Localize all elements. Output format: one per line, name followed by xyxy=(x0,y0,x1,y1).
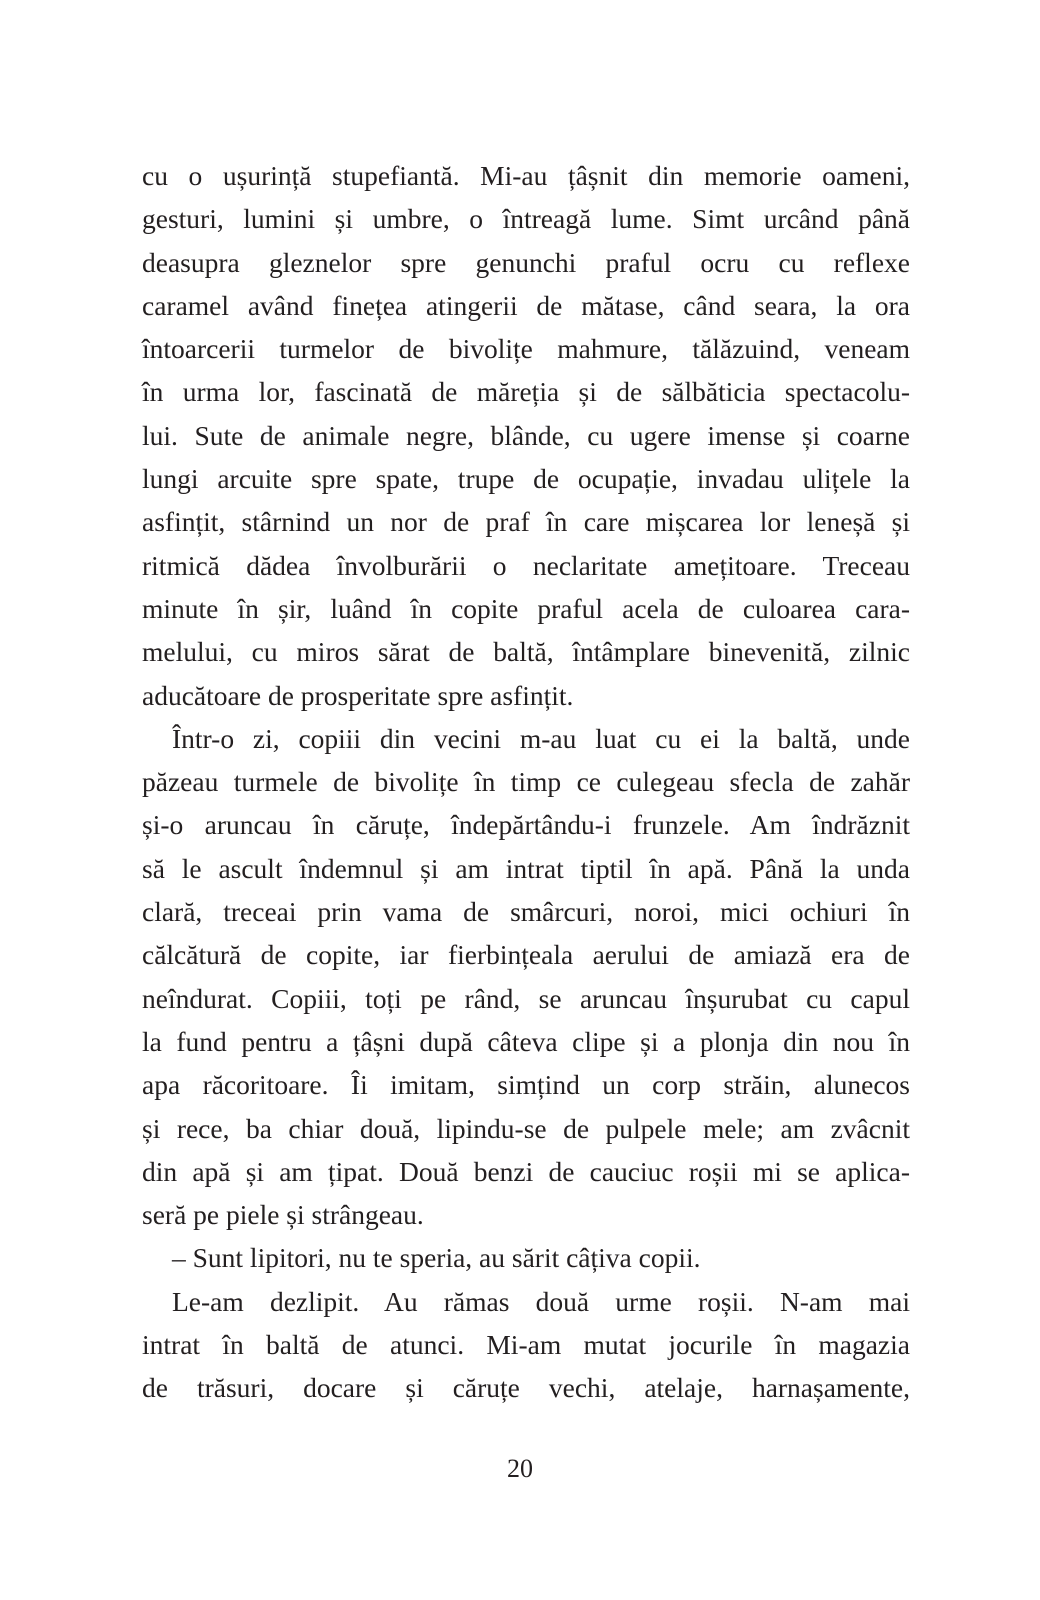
text-line: caramel având finețea atingerii de mătase, când seara, la ora xyxy=(142,289,910,321)
text-line: Într-o zi, copiii din vecini m-au luat cu ei la baltă, unde xyxy=(172,722,910,754)
text-line: deasupra gleznelor spre genunchi praful ocru cu reflexe xyxy=(142,246,910,278)
text-line: păzeau turmele de bivolițe în timp ce culegeau sfecla de zahăr xyxy=(142,766,910,798)
text-line: și rece, ba chiar două, lipindu-se de pulpele mele; am zvâcnit xyxy=(142,1112,910,1144)
paragraph xyxy=(142,154,910,717)
text-line: melului, cu miros sărat de baltă, întâmplare binevenită, zilnic xyxy=(142,636,910,668)
text-line: gesturi, lumini și umbre, o întreagă lume. Simt urcând până xyxy=(142,203,910,235)
text-line: din apă și am țipat. Două benzi de cauciuc roșii mi se aplica- xyxy=(142,1155,910,1187)
text-line: Le-am dezlipit. Au rămas două urme roșii. N-am mai xyxy=(172,1285,910,1317)
paragraph xyxy=(142,1280,910,1410)
text-line: întoarcerii turmelor de bivolițe mahmure, tălăzuind, veneam xyxy=(142,333,910,365)
text-line: seră pe piele și strângeau. xyxy=(142,1199,424,1231)
paragraph xyxy=(142,1236,910,1279)
text-line: clară, treceai prin vama de smârcuri, noroi, mici ochiuri în xyxy=(142,896,910,928)
text-line: lui. Sute de animale negre, blânde, cu ugere imense și coarne xyxy=(142,419,910,451)
text-line: apa răcoritoare. Îi imitam, simțind un corp străin, alunecos xyxy=(142,1069,910,1101)
text-line: în urma lor, fascinată de măreția și de sălbăticia spectacolu- xyxy=(142,376,910,408)
text-line: să le ascult îndemnul și am intrat tiptil în apă. Până la unda xyxy=(142,852,910,884)
text-line: lungi arcuite spre spate, trupe de ocupație, invadau ulițele la xyxy=(142,463,910,495)
page-body xyxy=(142,154,910,1410)
text-line: călcătură de copite, iar fierbințeala aerului de amiază era de xyxy=(142,939,910,971)
text-line: cu o ușurință stupefiantă. Mi-au țâșnit din memorie oameni, xyxy=(142,160,910,191)
text-line: și-o aruncau în căruțe, îndepărtându-i frunzele. Am îndrăznit xyxy=(142,809,910,841)
text-line: asfințit, stârnind un nor de praf în care mișcarea lor leneșă și xyxy=(142,506,910,538)
text-line: de trăsuri, docare și căruțe vechi, atelaje, harnașamente, xyxy=(142,1372,910,1404)
text-line: ritmică dădea învolburării o neclaritate amețitoare. Treceau xyxy=(142,549,910,581)
text-line: la fund pentru a țâșni după câteva clipe și a plonja din nou în xyxy=(142,1025,910,1057)
page-number: 20 xyxy=(507,1454,533,1483)
text-line: – Sunt lipitori, nu te speria, au sărit câțiva copii. xyxy=(172,1242,701,1274)
text-line: minute în șir, luând în copite praful acela de culoarea cara- xyxy=(142,592,910,624)
text-line: aducătoare de prosperitate spre asfințit. xyxy=(142,679,574,711)
text-line: neîndurat. Copiii, toți pe rând, se aruncau înșurubat cu capul xyxy=(142,982,910,1014)
text-line: intrat în baltă de atunci. Mi-am mutat jocurile în magazia xyxy=(142,1329,910,1361)
paragraph xyxy=(142,717,910,1237)
